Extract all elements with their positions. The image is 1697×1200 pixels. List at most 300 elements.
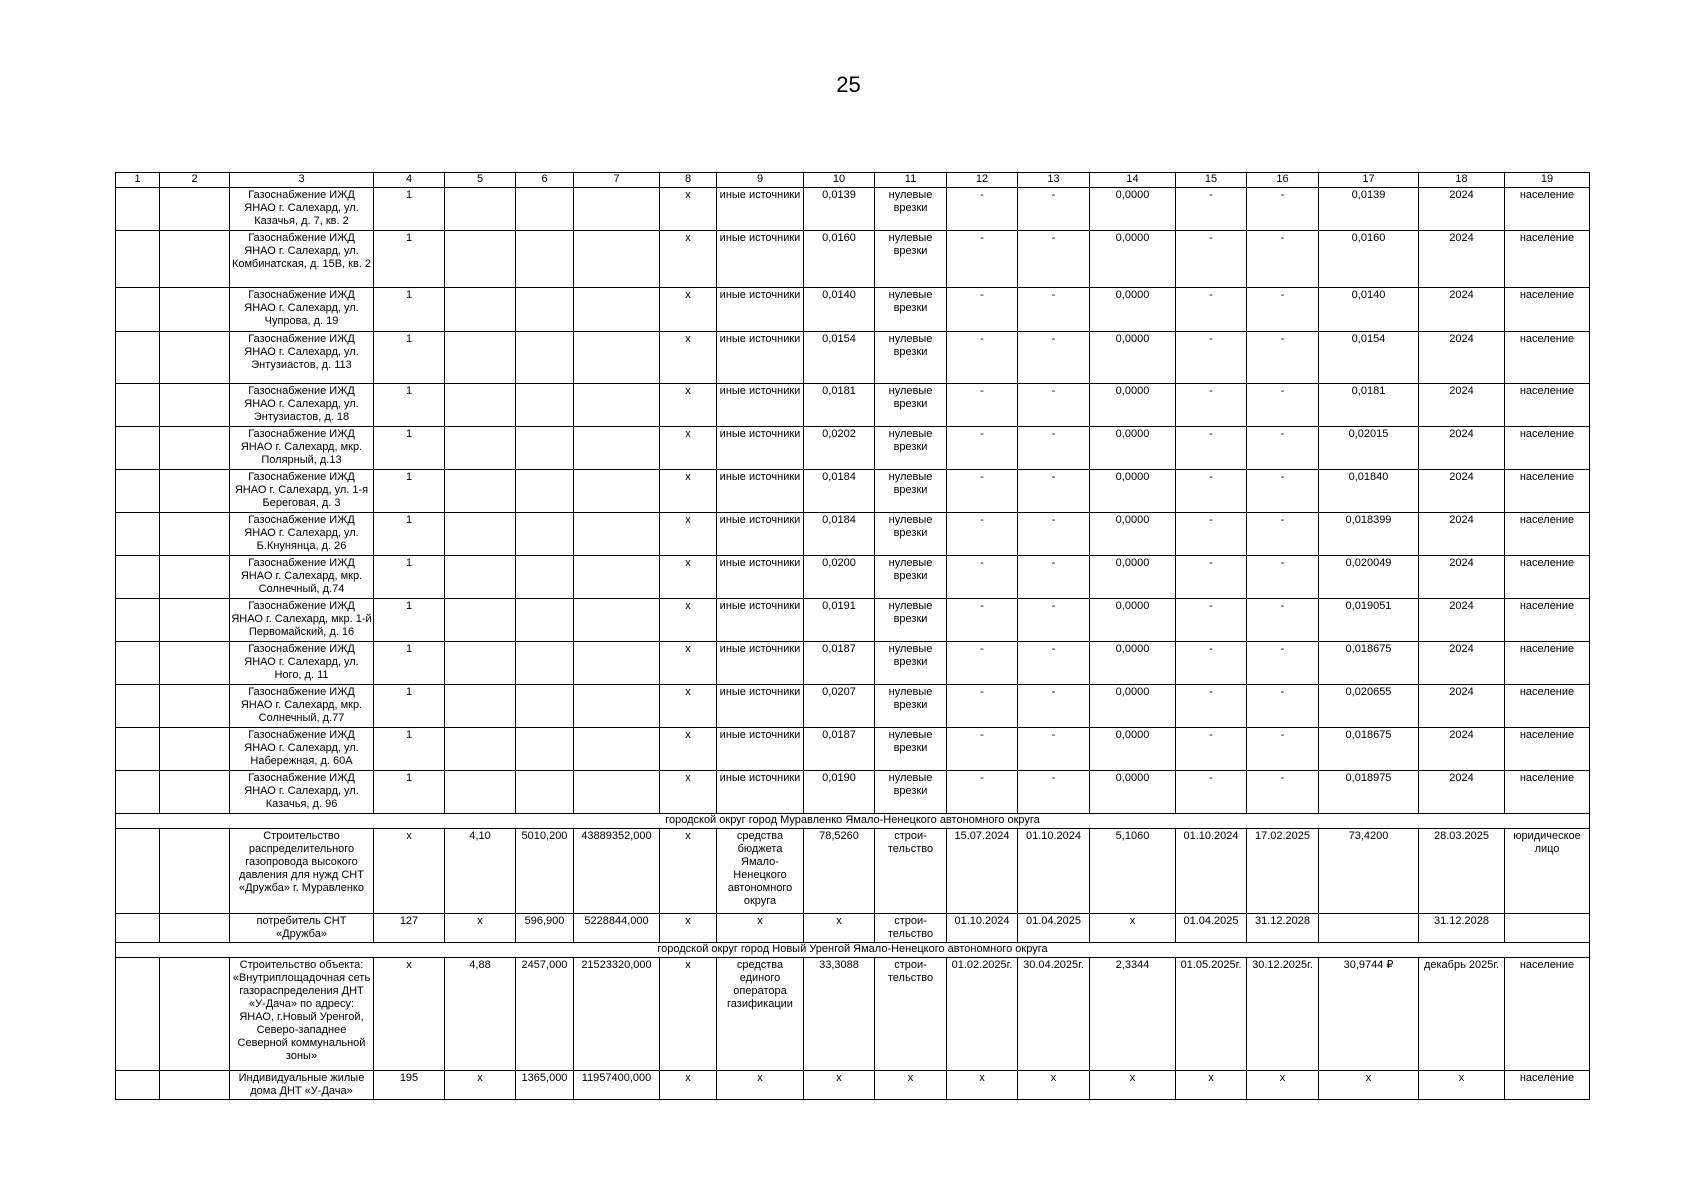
table-cell xyxy=(445,332,516,384)
table-cell: 0,019051 xyxy=(1319,599,1419,642)
table-cell xyxy=(445,771,516,814)
table-cell: 1 xyxy=(374,728,445,771)
table-cell: 0,0187 xyxy=(804,642,875,685)
table-cell: 5228844,000 xyxy=(574,914,660,943)
table-cell: Газоснабжение ИЖД ЯНАО г. Салехард, ул. Казачья, д. 7, кв. 2 xyxy=(230,188,374,231)
table-cell: 0,0140 xyxy=(1319,288,1419,332)
table-cell: 0,018975 xyxy=(1319,771,1419,814)
table-cell: x xyxy=(1419,1071,1505,1100)
table-cell: 0,0000 xyxy=(1090,384,1176,427)
table-cell: - xyxy=(1018,556,1090,599)
table-cell: нулевые врезки xyxy=(875,513,947,556)
table-cell xyxy=(116,685,160,728)
table-cell xyxy=(160,642,230,685)
table-row xyxy=(116,829,1590,914)
table-cell: - xyxy=(1176,556,1247,599)
table-cell: 0,0139 xyxy=(804,188,875,231)
table-cell: иные источники xyxy=(717,470,804,513)
table-cell: 1 xyxy=(374,771,445,814)
table-cell: нулевые врезки xyxy=(875,384,947,427)
table-cell: - xyxy=(947,188,1018,231)
table-cell xyxy=(160,188,230,231)
table-cell: 2024 xyxy=(1419,188,1505,231)
table-cell: - xyxy=(1247,231,1319,288)
table-cell xyxy=(160,914,230,943)
table-cell: средства единого оператора газификации xyxy=(717,958,804,1071)
table-cell: нулевые врезки xyxy=(875,188,947,231)
table-cell: 01.04.2025 xyxy=(1018,914,1090,943)
table-cell: 0,0154 xyxy=(1319,332,1419,384)
table-cell xyxy=(574,288,660,332)
table-cell: Газоснабжение ИЖД ЯНАО г. Салехард, мкр. 1-й Первомайский, д. 16 xyxy=(230,599,374,642)
table-cell: 01.10.2024 xyxy=(947,914,1018,943)
table-cell: 0,0181 xyxy=(1319,384,1419,427)
table-cell: Газоснабжение ИЖД ЯНАО г. Салехард, ул. 1-я Береговая, д. 3 xyxy=(230,470,374,513)
table-row xyxy=(116,771,1590,814)
table-cell xyxy=(574,556,660,599)
table-cell: x xyxy=(660,470,717,513)
table-cell xyxy=(160,829,230,914)
table-cell: 1 xyxy=(374,470,445,513)
table-cell: 01.04.2025 xyxy=(1176,914,1247,943)
table-cell xyxy=(160,958,230,1071)
table-cell xyxy=(116,332,160,384)
header-cell: 15 xyxy=(1176,173,1247,188)
table-cell: Строительство объекта: «Внутриплощадочная сеть газораспределения ДНТ «У-Дача» по адресу: ЯНАО, г.Новый Уренгой, Северо-западнее Северной коммунальной зоны» xyxy=(230,958,374,1071)
table-cell: Газоснабжение ИЖД ЯНАО г. Салехард, ул. Энтузиастов, д. 18 xyxy=(230,384,374,427)
table-cell: 4,10 xyxy=(445,829,516,914)
table-cell: 0,0207 xyxy=(804,685,875,728)
table-cell: Газоснабжение ИЖД ЯНАО г. Салехард, ул. Комбинатская, д. 15В, кв. 2 xyxy=(230,231,374,288)
table-cell: 0,0202 xyxy=(804,427,875,470)
table-cell: Газоснабжение ИЖД ЯНАО г. Салехард, мкр. Полярный, д.13 xyxy=(230,427,374,470)
table-cell: 0,020655 xyxy=(1319,685,1419,728)
table-cell: нулевые врезки xyxy=(875,470,947,513)
table-cell: 2024 xyxy=(1419,599,1505,642)
table-cell: 2024 xyxy=(1419,771,1505,814)
table-cell: x xyxy=(875,1071,947,1100)
table-cell xyxy=(516,685,574,728)
table-body xyxy=(116,173,1590,1100)
table-cell: 596,900 xyxy=(516,914,574,943)
table-cell: 0,0184 xyxy=(804,470,875,513)
table-cell xyxy=(116,513,160,556)
table-cell xyxy=(516,771,574,814)
table-cell: нулевые врезки xyxy=(875,599,947,642)
table-cell: - xyxy=(1247,384,1319,427)
header-cell: 4 xyxy=(374,173,445,188)
table-cell: население xyxy=(1505,556,1590,599)
header-cell: 1 xyxy=(116,173,160,188)
table-cell: 0,0187 xyxy=(804,728,875,771)
table-cell: x xyxy=(804,914,875,943)
section-row xyxy=(116,943,1590,958)
table-cell: 17.02.2025 xyxy=(1247,829,1319,914)
table-cell: строи-тельство xyxy=(875,829,947,914)
table-row xyxy=(116,685,1590,728)
table-cell: 0,0000 xyxy=(1090,642,1176,685)
table-cell: - xyxy=(1176,599,1247,642)
table-cell: - xyxy=(1176,642,1247,685)
table-cell: 2024 xyxy=(1419,231,1505,288)
table-cell xyxy=(516,288,574,332)
table-cell: 1 xyxy=(374,332,445,384)
table-cell xyxy=(116,1071,160,1100)
table-cell: население xyxy=(1505,513,1590,556)
table-cell xyxy=(160,470,230,513)
table-row xyxy=(116,1071,1590,1100)
table-cell: - xyxy=(947,384,1018,427)
section-title: городской округ город Новый Уренгой Ямало-Ненецкого автономного округа xyxy=(116,943,1590,958)
table-cell xyxy=(160,556,230,599)
table-cell: нулевые врезки xyxy=(875,728,947,771)
table-cell: население xyxy=(1505,599,1590,642)
table-cell xyxy=(516,728,574,771)
table-cell: население xyxy=(1505,642,1590,685)
table-cell: Строительство распределительного газопровода высокого давления для нужд СНТ «Дружба» г. Муравленко xyxy=(230,829,374,914)
table-cell: x xyxy=(374,829,445,914)
table-cell: 1 xyxy=(374,513,445,556)
table-cell: 2024 xyxy=(1419,728,1505,771)
table-cell: x xyxy=(660,1071,717,1100)
table-cell: население xyxy=(1505,427,1590,470)
table-cell: - xyxy=(947,332,1018,384)
table-cell: x xyxy=(660,829,717,914)
table-cell: - xyxy=(1247,427,1319,470)
table-cell: - xyxy=(1018,642,1090,685)
table-cell: - xyxy=(1247,288,1319,332)
header-cell: 19 xyxy=(1505,173,1590,188)
table-cell: - xyxy=(1247,332,1319,384)
header-cell: 9 xyxy=(717,173,804,188)
table-cell: 1 xyxy=(374,384,445,427)
table-cell: население xyxy=(1505,332,1590,384)
table-cell: 30.04.2025г. xyxy=(1018,958,1090,1071)
table-cell: 2024 xyxy=(1419,685,1505,728)
table-cell: 195 xyxy=(374,1071,445,1100)
table-cell: 30.12.2025г. xyxy=(1247,958,1319,1071)
table-cell xyxy=(574,231,660,288)
table-cell: x xyxy=(717,914,804,943)
table-cell xyxy=(445,556,516,599)
table-cell: 0,0154 xyxy=(804,332,875,384)
table-cell: нулевые врезки xyxy=(875,332,947,384)
table-cell xyxy=(116,771,160,814)
table-cell: - xyxy=(1018,728,1090,771)
table-cell: - xyxy=(1176,685,1247,728)
table-cell xyxy=(116,958,160,1071)
table-cell xyxy=(516,427,574,470)
table-cell: 01.10.2024 xyxy=(1018,829,1090,914)
table-cell: 1 xyxy=(374,427,445,470)
header-cell: 2 xyxy=(160,173,230,188)
table-cell: - xyxy=(947,231,1018,288)
table-cell: Газоснабжение ИЖД ЯНАО г. Салехард, мкр. Солнечный, д.74 xyxy=(230,556,374,599)
table-cell xyxy=(445,470,516,513)
table-cell: 01.02.2025г. xyxy=(947,958,1018,1071)
table-cell: нулевые врезки xyxy=(875,427,947,470)
table-cell: население xyxy=(1505,958,1590,1071)
table-cell xyxy=(116,829,160,914)
table-cell: нулевые врезки xyxy=(875,231,947,288)
header-cell: 7 xyxy=(574,173,660,188)
table-cell: 0,01840 xyxy=(1319,470,1419,513)
table-cell xyxy=(574,771,660,814)
header-cell: 18 xyxy=(1419,173,1505,188)
table-cell: 0,0000 xyxy=(1090,513,1176,556)
table-cell: 0,0139 xyxy=(1319,188,1419,231)
table-cell: население xyxy=(1505,384,1590,427)
table-cell: x xyxy=(660,914,717,943)
table-cell xyxy=(1505,914,1590,943)
table-cell: x xyxy=(660,771,717,814)
header-cell: 14 xyxy=(1090,173,1176,188)
table-cell: x xyxy=(660,188,717,231)
table-cell: 1 xyxy=(374,231,445,288)
table-cell xyxy=(516,231,574,288)
table-cell xyxy=(574,384,660,427)
table-row xyxy=(116,958,1590,1071)
table-cell: - xyxy=(1247,599,1319,642)
table-cell: нулевые врезки xyxy=(875,771,947,814)
table-cell: - xyxy=(1247,771,1319,814)
table-cell: иные источники xyxy=(717,556,804,599)
table-cell: - xyxy=(1018,384,1090,427)
table-cell: 0,0160 xyxy=(1319,231,1419,288)
table-row xyxy=(116,513,1590,556)
table-cell: - xyxy=(947,771,1018,814)
table-cell: 11957400,000 xyxy=(574,1071,660,1100)
table-cell: 0,0191 xyxy=(804,599,875,642)
table-cell: 0,0184 xyxy=(804,513,875,556)
table-cell: средства бюджета Ямало-Ненецкого автономного округа xyxy=(717,829,804,914)
table-cell: 1 xyxy=(374,288,445,332)
table-cell xyxy=(160,384,230,427)
table-cell xyxy=(445,642,516,685)
table-cell: - xyxy=(1176,332,1247,384)
table-cell: - xyxy=(947,427,1018,470)
table-cell: 01.05.2025г. xyxy=(1176,958,1247,1071)
table-cell xyxy=(516,556,574,599)
table-cell: x xyxy=(660,427,717,470)
table-cell: 0,0190 xyxy=(804,771,875,814)
table-cell: 15.07.2024 xyxy=(947,829,1018,914)
table-cell: - xyxy=(1247,513,1319,556)
header-row xyxy=(116,173,1590,188)
table-cell: 2024 xyxy=(1419,513,1505,556)
table-cell: 33,3088 xyxy=(804,958,875,1071)
table-cell: - xyxy=(947,288,1018,332)
table-cell: 73,4200 xyxy=(1319,829,1419,914)
table-cell: - xyxy=(1176,728,1247,771)
table-cell: - xyxy=(1018,470,1090,513)
header-cell: 10 xyxy=(804,173,875,188)
table-cell: 0,018675 xyxy=(1319,642,1419,685)
table-cell: 0,0000 xyxy=(1090,556,1176,599)
table-cell: 2024 xyxy=(1419,332,1505,384)
table-cell: 2024 xyxy=(1419,470,1505,513)
table-cell xyxy=(574,513,660,556)
table-cell: 1 xyxy=(374,642,445,685)
table-cell: - xyxy=(1018,513,1090,556)
table-cell: население xyxy=(1505,685,1590,728)
header-cell: 5 xyxy=(445,173,516,188)
table-cell xyxy=(116,914,160,943)
header-cell: 12 xyxy=(947,173,1018,188)
table-cell xyxy=(574,188,660,231)
table-cell: x xyxy=(660,332,717,384)
table-cell: юридическое лицо xyxy=(1505,829,1590,914)
table-cell xyxy=(160,771,230,814)
table-row xyxy=(116,332,1590,384)
table-cell: x xyxy=(660,231,717,288)
table-row xyxy=(116,556,1590,599)
table-cell: - xyxy=(1247,188,1319,231)
table-cell xyxy=(516,188,574,231)
table-cell: - xyxy=(947,470,1018,513)
table-cell xyxy=(116,427,160,470)
table-cell: - xyxy=(1247,728,1319,771)
table-cell: 2,3344 xyxy=(1090,958,1176,1071)
table-cell: 0,0000 xyxy=(1090,332,1176,384)
table-cell: - xyxy=(1018,332,1090,384)
table-cell xyxy=(574,642,660,685)
table-cell: декабрь 2025г. xyxy=(1419,958,1505,1071)
table-cell: 4,88 xyxy=(445,958,516,1071)
table-row xyxy=(116,642,1590,685)
table-row xyxy=(116,470,1590,513)
table-cell: x xyxy=(660,288,717,332)
data-table xyxy=(115,172,1590,1100)
table-cell xyxy=(445,685,516,728)
table-cell: 28.03.2025 xyxy=(1419,829,1505,914)
table-row xyxy=(116,599,1590,642)
table-cell: строи-тельство xyxy=(875,914,947,943)
table-cell xyxy=(445,231,516,288)
table-cell xyxy=(516,470,574,513)
table-row xyxy=(116,231,1590,288)
table-cell: 5,1060 xyxy=(1090,829,1176,914)
table-cell: 1365,000 xyxy=(516,1071,574,1100)
table-cell: - xyxy=(1176,470,1247,513)
table-cell: строи-тельство xyxy=(875,958,947,1071)
table-cell: 0,0000 xyxy=(1090,771,1176,814)
table-cell: 0,0181 xyxy=(804,384,875,427)
table-cell: нулевые врезки xyxy=(875,556,947,599)
table-cell: x xyxy=(1247,1071,1319,1100)
table-cell: x xyxy=(660,513,717,556)
table-cell: 2024 xyxy=(1419,384,1505,427)
header-cell: 8 xyxy=(660,173,717,188)
table-cell: - xyxy=(1018,599,1090,642)
header-cell: 16 xyxy=(1247,173,1319,188)
table-row xyxy=(116,914,1590,943)
table-cell: x xyxy=(660,599,717,642)
table-cell: x xyxy=(445,914,516,943)
table-cell: x xyxy=(947,1071,1018,1100)
table-cell: x xyxy=(717,1071,804,1100)
table-cell: 0,0000 xyxy=(1090,728,1176,771)
table-cell: население xyxy=(1505,771,1590,814)
table-cell xyxy=(160,1071,230,1100)
table-cell: 1 xyxy=(374,556,445,599)
table-cell xyxy=(574,599,660,642)
table-cell xyxy=(516,384,574,427)
table-cell: - xyxy=(1018,771,1090,814)
table-cell: - xyxy=(1247,685,1319,728)
table-cell: иные источники xyxy=(717,427,804,470)
table-cell xyxy=(116,556,160,599)
table-cell: иные источники xyxy=(717,771,804,814)
table-row xyxy=(116,288,1590,332)
table-cell: x xyxy=(660,556,717,599)
table-cell: 21523320,000 xyxy=(574,958,660,1071)
table-cell: - xyxy=(947,642,1018,685)
table-cell: x xyxy=(445,1071,516,1100)
table-cell: - xyxy=(1018,685,1090,728)
table-cell: x xyxy=(660,685,717,728)
section-title: городской округ город Муравленко Ямало-Ненецкого автономного округа xyxy=(116,814,1590,829)
table-cell xyxy=(116,642,160,685)
table-cell: 1 xyxy=(374,685,445,728)
table-cell: население xyxy=(1505,288,1590,332)
table-cell: - xyxy=(947,556,1018,599)
table-cell: иные источники xyxy=(717,332,804,384)
page-number: 25 xyxy=(836,72,861,97)
table-cell: 0,0000 xyxy=(1090,288,1176,332)
table-cell: нулевые врезки xyxy=(875,685,947,728)
table-cell: 2024 xyxy=(1419,556,1505,599)
table-cell xyxy=(116,470,160,513)
table-cell: 0,0140 xyxy=(804,288,875,332)
table-cell: 127 xyxy=(374,914,445,943)
table-cell: 0,0160 xyxy=(804,231,875,288)
table-cell xyxy=(116,384,160,427)
table-cell: Газоснабжение ИЖД ЯНАО г. Салехард, ул. Ного, д. 11 xyxy=(230,642,374,685)
table-cell xyxy=(160,685,230,728)
table-cell: - xyxy=(1247,642,1319,685)
table-cell: - xyxy=(947,728,1018,771)
table-cell: потребитель СНТ «Дружба» xyxy=(230,914,374,943)
table-cell: - xyxy=(947,513,1018,556)
table-cell: 78,5260 xyxy=(804,829,875,914)
table-cell: Газоснабжение ИЖД ЯНАО г. Салехард, ул. Чупрова, д. 19 xyxy=(230,288,374,332)
table-cell: 0,018399 xyxy=(1319,513,1419,556)
table-cell: 2024 xyxy=(1419,427,1505,470)
table-cell xyxy=(574,427,660,470)
table-cell xyxy=(116,599,160,642)
table-cell xyxy=(116,288,160,332)
table-cell: x xyxy=(1090,1071,1176,1100)
table-cell: Газоснабжение ИЖД ЯНАО г. Салехард, мкр. Солнечный, д.77 xyxy=(230,685,374,728)
table-cell xyxy=(574,728,660,771)
table-cell: нулевые врезки xyxy=(875,642,947,685)
table-cell: иные источники xyxy=(717,384,804,427)
table-cell: x xyxy=(374,958,445,1071)
table-cell: - xyxy=(1176,771,1247,814)
table-cell: x xyxy=(660,384,717,427)
table-cell xyxy=(445,384,516,427)
table-cell: 0,020049 xyxy=(1319,556,1419,599)
table-cell: x xyxy=(1018,1071,1090,1100)
table-cell: 0,0000 xyxy=(1090,685,1176,728)
table-cell xyxy=(445,427,516,470)
table-cell: Газоснабжение ИЖД ЯНАО г. Салехард, ул. Б.Кнунянца, д. 26 xyxy=(230,513,374,556)
table-cell: - xyxy=(1247,470,1319,513)
table-cell: 2024 xyxy=(1419,288,1505,332)
table-cell: x xyxy=(804,1071,875,1100)
table-cell: 31.12.2028 xyxy=(1419,914,1505,943)
